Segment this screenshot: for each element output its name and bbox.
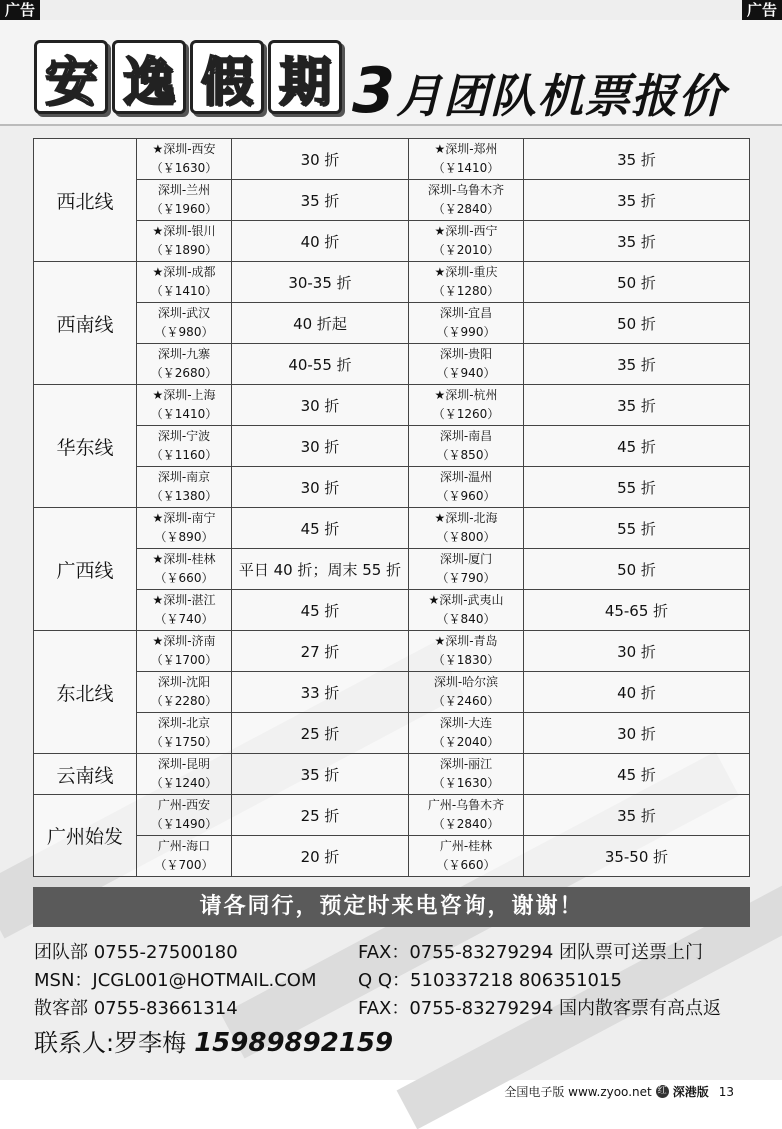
team-dept-fax: FAX：0755-83279294 团队票可送票上门: [358, 942, 703, 963]
notice-banner: 请各同行，预定时来电咨询，谢谢！: [33, 887, 750, 927]
fare-row: [34, 303, 750, 344]
route-cell: [137, 631, 232, 672]
route-price: （￥2460）: [432, 694, 500, 708]
discount-cell: 40-55 折: [232, 344, 409, 385]
route-cell: [409, 385, 524, 426]
route-name: 深圳-武汉: [157, 306, 211, 320]
route-name: 广州-西安: [157, 798, 211, 812]
route-cell: [137, 754, 232, 795]
fare-table: [33, 138, 750, 877]
route-cell: [137, 262, 232, 303]
route-name: ★深圳-银川: [152, 224, 216, 238]
route-price: （￥1410）: [432, 161, 500, 175]
route-price: （￥2680）: [150, 366, 218, 380]
route-name: 深圳-温州: [439, 470, 493, 484]
discount-cell: 30 折: [524, 713, 750, 754]
page-number: 13: [718, 1084, 734, 1099]
discount-cell: 30-35 折: [232, 262, 409, 303]
route-price: （￥850）: [436, 448, 496, 462]
discount-cell: 40 折起: [232, 303, 409, 344]
page-title: [352, 54, 725, 127]
discount-cell: 45 折: [232, 508, 409, 549]
discount-cell: 35 折: [232, 180, 409, 221]
brand-char: 逸: [112, 40, 186, 114]
route-price: （￥940）: [436, 366, 496, 380]
discount-cell: 40 折: [524, 672, 750, 713]
route-price: （￥1160）: [150, 448, 218, 462]
route-name: 深圳-贵阳: [439, 347, 493, 361]
route-price: （￥1890）: [150, 243, 218, 257]
contact-person-phone: 15989892159: [194, 1028, 394, 1058]
route-price: （￥1260）: [432, 407, 500, 421]
route-name: ★深圳-成都: [152, 265, 216, 279]
route-name: ★深圳-武夷山: [428, 593, 504, 607]
route-price: （￥1630）: [150, 161, 218, 175]
region-name: 云南线: [34, 754, 137, 795]
route-name: 深圳-宁波: [157, 429, 211, 443]
route-cell: [137, 508, 232, 549]
page-footer: [504, 1083, 734, 1100]
route-cell: [409, 508, 524, 549]
fare-row: [34, 139, 750, 180]
discount-cell: 45 折: [524, 426, 750, 467]
route-name: ★深圳-杭州: [434, 388, 498, 402]
fare-row: [34, 590, 750, 631]
route-price: （￥1280）: [432, 284, 500, 298]
route-cell: [409, 344, 524, 385]
route-name: 广州-乌鲁木齐: [427, 798, 505, 812]
route-price: （￥1700）: [150, 653, 218, 667]
route-price: （￥1750）: [150, 735, 218, 749]
route-cell: [409, 467, 524, 508]
route-price: （￥980）: [154, 325, 214, 339]
route-name: 深圳-昆明: [157, 757, 211, 771]
route-name: 深圳-南京: [157, 470, 211, 484]
route-price: （￥2840）: [432, 202, 500, 216]
route-price: （￥2010）: [432, 243, 500, 257]
route-name: 深圳-沈阳: [157, 675, 211, 689]
fare-row: [34, 795, 750, 836]
route-name: ★深圳-桂林: [152, 552, 216, 566]
route-price: （￥660）: [436, 858, 496, 872]
route-price: （￥2040）: [432, 735, 500, 749]
fare-row: [34, 549, 750, 590]
route-price: （￥1240）: [150, 776, 218, 790]
discount-cell: 30 折: [524, 631, 750, 672]
route-cell: [137, 221, 232, 262]
fare-row: [34, 467, 750, 508]
discount-cell: 35 折: [524, 139, 750, 180]
route-name: ★深圳-湛江: [152, 593, 216, 607]
discount-cell: 33 折: [232, 672, 409, 713]
route-price: （￥2280）: [150, 694, 218, 708]
route-cell: [137, 139, 232, 180]
route-cell: [137, 549, 232, 590]
route-cell: [409, 672, 524, 713]
fare-row: [34, 385, 750, 426]
route-price: （￥960）: [436, 489, 496, 503]
region-name: 西北线: [34, 139, 137, 262]
route-price: （￥790）: [436, 571, 496, 585]
route-cell: [409, 549, 524, 590]
discount-cell: 35 折: [232, 754, 409, 795]
route-cell: [409, 139, 524, 180]
brand-logo: [34, 40, 342, 114]
route-price: （￥840）: [436, 612, 496, 626]
discount-cell: 30 折: [232, 426, 409, 467]
route-name: ★深圳-重庆: [434, 265, 498, 279]
msn-contact: MSN：JCGL001@HOTMAIL.COM: [34, 970, 317, 991]
footer-edition: 深港版: [672, 1085, 709, 1099]
route-name: ★深圳-西安: [152, 142, 216, 156]
route-name: 深圳-厦门: [439, 552, 493, 566]
brand-char: 假: [190, 40, 264, 114]
contact-person: [34, 1023, 393, 1058]
route-name: 深圳-南昌: [439, 429, 493, 443]
discount-cell: 45-65 折: [524, 590, 750, 631]
route-cell: [409, 836, 524, 877]
fare-row: [34, 713, 750, 754]
region-name: 西南线: [34, 262, 137, 385]
fare-row: [34, 221, 750, 262]
route-cell: [137, 385, 232, 426]
route-name: 深圳-大连: [439, 716, 493, 730]
discount-cell: 35 折: [524, 180, 750, 221]
brand-char: 期: [268, 40, 342, 114]
retail-dept-fax: FAX：0755-83279294 国内散客票有高点返: [358, 998, 721, 1019]
route-name: 广州-桂林: [439, 839, 493, 853]
route-name: ★深圳-济南: [152, 634, 216, 648]
route-name: ★深圳-北海: [434, 511, 498, 525]
discount-cell: 25 折: [232, 795, 409, 836]
route-price: （￥1960）: [150, 202, 218, 216]
discount-cell: 40 折: [232, 221, 409, 262]
route-cell: [137, 795, 232, 836]
ad-tag-left: 广告: [0, 0, 40, 20]
route-cell: [409, 303, 524, 344]
route-price: （￥800）: [436, 530, 496, 544]
route-price: （￥2840）: [432, 817, 500, 831]
fare-row: [34, 836, 750, 877]
route-name: 深圳-北京: [157, 716, 211, 730]
edition-badge-icon: 红: [657, 1086, 667, 1096]
discount-cell: 30 折: [232, 467, 409, 508]
route-price: （￥1630）: [432, 776, 500, 790]
discount-cell: 35 折: [524, 221, 750, 262]
discount-cell: 35 折: [524, 344, 750, 385]
route-cell: [137, 672, 232, 713]
route-name: 广州-海口: [157, 839, 211, 853]
fare-row: [34, 180, 750, 221]
route-cell: [137, 590, 232, 631]
region-name: 东北线: [34, 631, 137, 754]
region-name: 广西线: [34, 508, 137, 631]
route-cell: [409, 262, 524, 303]
route-price: （￥990）: [436, 325, 496, 339]
discount-cell: 25 折: [232, 713, 409, 754]
contact-person-label: 联系人:罗李梅: [34, 1029, 187, 1057]
route-name: ★深圳-郑州: [434, 142, 498, 156]
route-name: 深圳-乌鲁木齐: [427, 183, 505, 197]
route-name: ★深圳-西宁: [434, 224, 498, 238]
region-name: 广州始发: [34, 795, 137, 877]
route-name: 深圳-九寨: [157, 347, 211, 361]
route-price: （￥660）: [154, 571, 214, 585]
route-cell: [409, 590, 524, 631]
route-name: 深圳-丽江: [439, 757, 493, 771]
route-cell: [409, 754, 524, 795]
discount-cell: 50 折: [524, 262, 750, 303]
retail-dept-phone: 散客部 0755-83661314: [34, 998, 238, 1019]
route-price: （￥1410）: [150, 284, 218, 298]
route-cell: [409, 426, 524, 467]
discount-cell: 45 折: [524, 754, 750, 795]
route-cell: [409, 221, 524, 262]
route-name: 深圳-宜昌: [439, 306, 493, 320]
route-cell: [137, 426, 232, 467]
discount-cell: 30 折: [232, 385, 409, 426]
fare-row: [34, 754, 750, 795]
route-cell: [409, 795, 524, 836]
route-name: ★深圳-青岛: [434, 634, 498, 648]
route-cell: [137, 836, 232, 877]
route-name: 深圳-哈尔滨: [433, 675, 499, 689]
route-price: （￥1410）: [150, 407, 218, 421]
discount-cell: 45 折: [232, 590, 409, 631]
discount-cell: 平日 40 折；周末 55 折: [232, 549, 409, 590]
discount-cell: 50 折: [524, 303, 750, 344]
qq-contact: Q Q：510337218 806351015: [358, 970, 622, 991]
discount-cell: 35-50 折: [524, 836, 750, 877]
route-cell: [137, 713, 232, 754]
fare-row: [34, 508, 750, 549]
route-cell: [137, 467, 232, 508]
fare-row: [34, 631, 750, 672]
fare-row: [34, 426, 750, 467]
route-cell: [137, 303, 232, 344]
route-price: （￥1380）: [150, 489, 218, 503]
discount-cell: 27 折: [232, 631, 409, 672]
discount-cell: 50 折: [524, 549, 750, 590]
discount-cell: 55 折: [524, 467, 750, 508]
fare-row: [34, 262, 750, 303]
route-name: ★深圳-南宁: [152, 511, 216, 525]
fare-row: [34, 672, 750, 713]
discount-cell: 55 折: [524, 508, 750, 549]
route-cell: [137, 344, 232, 385]
route-price: （￥890）: [154, 530, 214, 544]
route-price: （￥1830）: [432, 653, 500, 667]
route-price: （￥700）: [154, 858, 214, 872]
team-dept-phone: 团队部 0755-27500180: [34, 942, 238, 963]
discount-cell: 35 折: [524, 385, 750, 426]
route-name: ★深圳-上海: [152, 388, 216, 402]
route-name: 深圳-兰州: [157, 183, 211, 197]
route-cell: [409, 180, 524, 221]
route-price: （￥740）: [154, 612, 214, 626]
brand-char: 安: [34, 40, 108, 114]
ad-tag-right: 广告: [742, 0, 782, 20]
title-month-number: 3: [352, 54, 397, 127]
title-text: 月团队机票报价: [396, 69, 726, 123]
route-cell: [409, 713, 524, 754]
route-cell: [409, 631, 524, 672]
footer-site: 全国电子版 www.zyoo.net: [504, 1085, 652, 1099]
fare-row: [34, 344, 750, 385]
route-cell: [137, 180, 232, 221]
discount-cell: 30 折: [232, 139, 409, 180]
header: [0, 20, 782, 126]
discount-cell: 35 折: [524, 795, 750, 836]
discount-cell: 20 折: [232, 836, 409, 877]
region-name: 华东线: [34, 385, 137, 508]
route-price: （￥1490）: [150, 817, 218, 831]
